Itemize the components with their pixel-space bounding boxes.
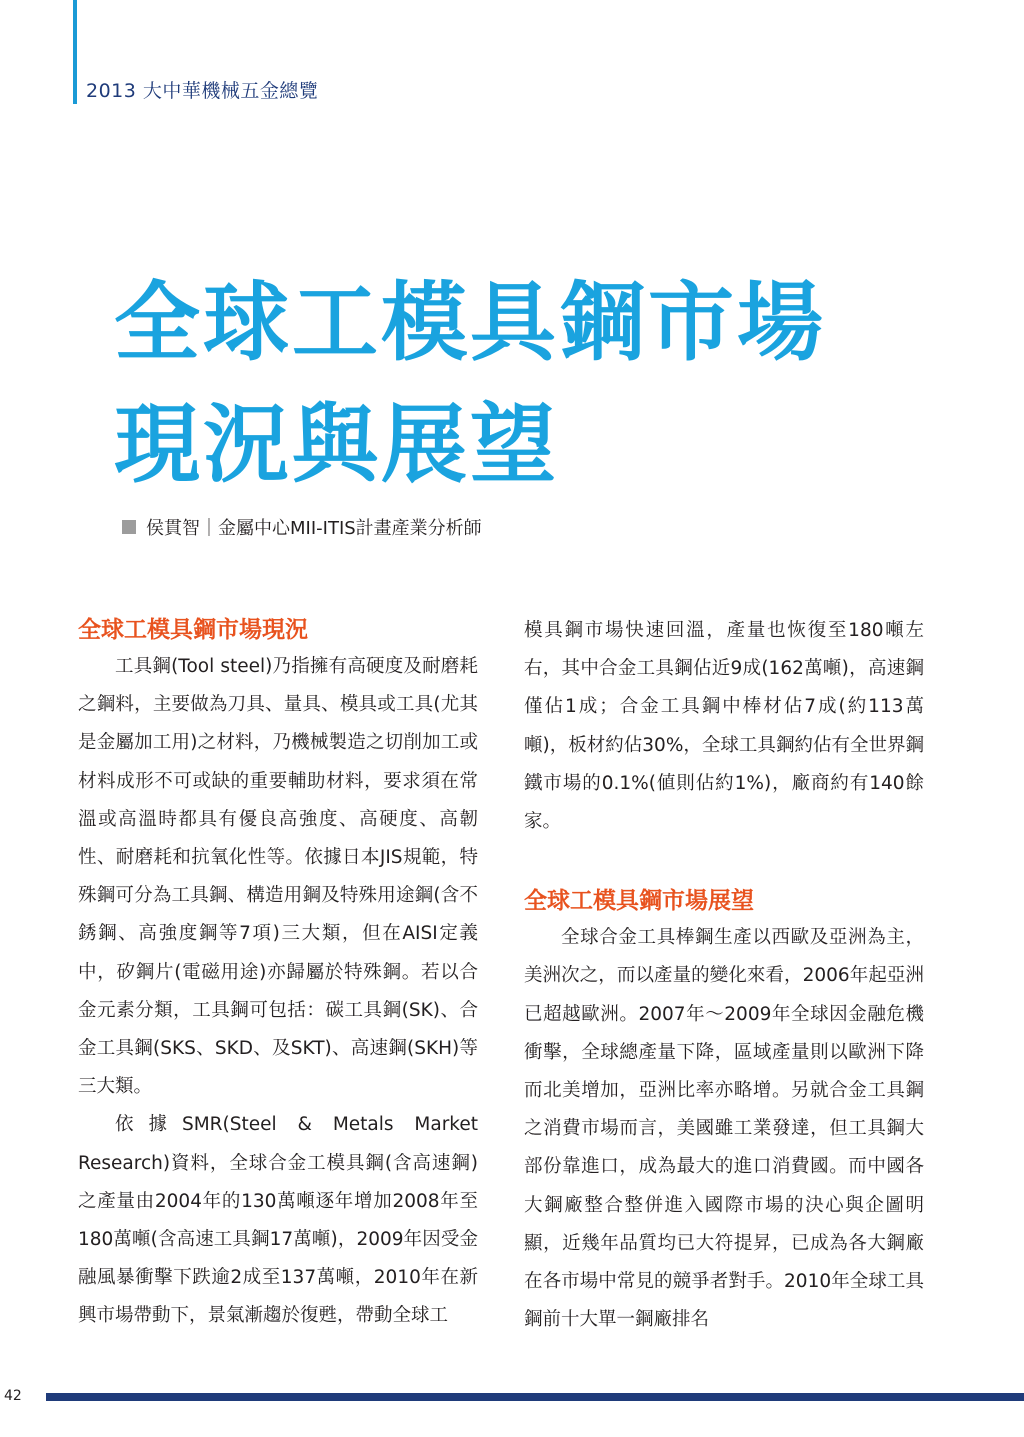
section-heading-outlook: 全球工模具鋼市場展望	[524, 888, 754, 915]
paragraph: 全球合金工具棒鋼生產以西歐及亞洲為主，美洲次之，而以產量的變化來看，2006年起亞洲已超越歐洲。2007年～2009年全球因金融危機衝擊，全球總產量下降，區域產量則以歐洲下降而北美增加，亞洲比率亦略增。另就合金工具鋼之消費市場而言，美國雖工業發達，但工具鋼大部份靠進口，成為最大的進口消費國。而中國各大鋼廠整合整併進入國際市場的決心與企圖明顯，近幾年品質均已大符提昇，已成為各大鋼廠在各市場中常見的競爭者對手。2010年全球工具鋼前十大單一鋼廠排名	[524, 927, 924, 1331]
byline-square-icon	[122, 520, 136, 534]
paragraph: 依據SMR(Steel & Metals Market Research)資料，全球合金工模具鋼(含高速鋼)之產量由2004年的130萬噸逐年增加2008年至180萬噸(含高速工具鋼17萬噸)，2009年因受金融風暴衝擊下跌逾2成至137萬噸，2010年在新興市場帶動下，景氣漸趨於復甦，帶動全球工	[78, 1114, 478, 1327]
page-number: 42	[4, 1388, 22, 1404]
article-title	[114, 262, 826, 506]
title-line-1: 全球工模具鋼市場	[114, 273, 826, 373]
section-heading-current: 全球工模具鋼市場現況	[78, 617, 308, 643]
paragraph: 模具鋼市場快速回溫，產量也恢復至180噸左右，其中合金工具鋼佔近9成(162萬噸)，高速鋼僅佔1成；合金工具鋼中棒材佔7成(約113萬噸)，板材約佔30%，全球工具鋼約佔有全世界鋼鐵市場的0.1%(値則佔約1%)，廠商約有140餘家。	[524, 620, 924, 833]
publication-header: 2013 大中華機械五金總覽	[86, 80, 319, 102]
header-accent-bar	[73, 0, 77, 104]
byline	[122, 514, 482, 540]
byline-text: 侯貫智｜金屬中心MII-ITIS計畫產業分析師	[146, 518, 482, 539]
right-column	[524, 612, 924, 1339]
title-line-2: 現況與展望	[114, 395, 559, 495]
left-column	[78, 612, 478, 1336]
footer-bar	[46, 1393, 1024, 1401]
paragraph: 工具鋼(Tool steel)乃指擁有高硬度及耐磨耗之鋼料，主要做為刀具、量具、模具或工具(尤其是金屬加工用)之材料，乃機械製造之切削加工或材料成形不可或缺的重要輔助材料，要求須在常溫或高溫時都具有優良高強度、高硬度、高韌性、耐磨耗和抗氧化性等。依據日本JIS規範，特殊鋼可分為工具鋼、構造用鋼及特殊用途鋼(含不銹鋼、高強度鋼等7項)三大類，但在AISI定義中，矽鋼片(電磁用途)亦歸屬於特殊鋼。若以合金元素分類，工具鋼可包括：碳工具鋼(SK)、合金工具鋼(SKS、SKD、及SKT)、高速鋼(SKH)等三大類。	[78, 656, 478, 1098]
